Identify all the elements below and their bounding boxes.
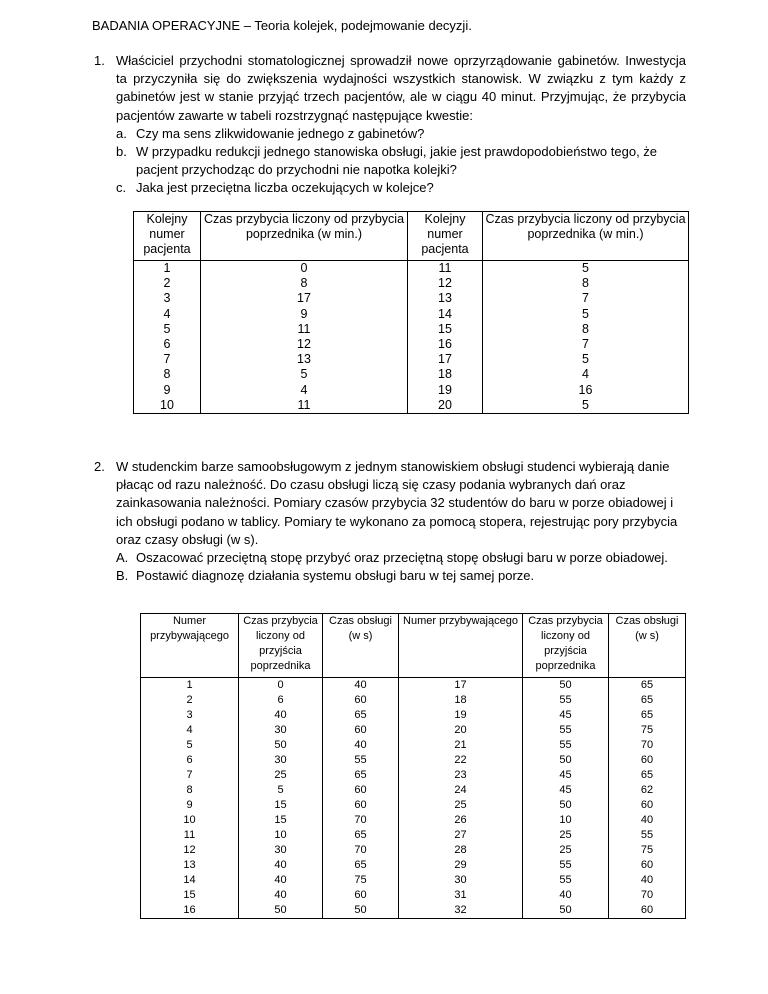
question-text: W przypadku redukcji jednego stanowiska obsługi, jakie jest prawdopodobieństwo tego, że pacjent przychodząc do przychodni nie napotka kolejki? bbox=[136, 144, 658, 178]
student-number: 13 bbox=[183, 859, 196, 871]
arrival-times-cell bbox=[201, 261, 408, 414]
service-time: 62 bbox=[640, 784, 654, 796]
service-time: 65 bbox=[640, 769, 654, 781]
arrival-time: 0 bbox=[277, 679, 284, 691]
task-2-paragraph: W studenckim barze samoobsługowym z jednym stanowiskiem obsługi studenci wybierają danie płacąc od razu należność. Do czasu obsługi liczą się czasy podania wybranych dań oraz zainkasowania należności. Pomiary czasów przybycia 32 studentów do baru w porze obiadowej i ich obsługi podano w tablicy. Pomiary te wykonano za pomocą stopera, rejestrując pory przybycia oraz czasy obsługi (w s). bbox=[116, 459, 678, 547]
student-number: 20 bbox=[454, 724, 467, 736]
arrival-time: 8 bbox=[582, 321, 589, 336]
student-number: 18 bbox=[454, 694, 467, 706]
arrival-time: 45 bbox=[559, 709, 572, 721]
service-time: 70 bbox=[640, 889, 654, 901]
column-header: Czas obsługi (w s) bbox=[323, 614, 399, 678]
arrival-time: 30 bbox=[274, 754, 287, 766]
arrival-time: 15 bbox=[274, 814, 287, 826]
arrival-time: 55 bbox=[559, 694, 572, 706]
arrival-times-cell bbox=[239, 678, 323, 919]
service-time: 65 bbox=[354, 859, 367, 871]
student-number: 12 bbox=[183, 844, 196, 856]
service-time: 60 bbox=[354, 694, 367, 706]
service-time: 60 bbox=[640, 799, 654, 811]
patient-ids-cell bbox=[134, 261, 201, 414]
student-number: 24 bbox=[454, 784, 467, 796]
arrival-time: 45 bbox=[559, 769, 572, 781]
patient-number: 3 bbox=[163, 291, 171, 306]
question-label: c. bbox=[116, 180, 127, 196]
column-header: Kolejny numer pacjenta bbox=[408, 212, 483, 261]
student-number: 32 bbox=[454, 904, 467, 916]
column-header: Czas przybycia liczony od przyjścia poprzednika bbox=[239, 614, 323, 678]
student-number: 25 bbox=[454, 799, 467, 811]
student-number: 28 bbox=[454, 844, 467, 856]
arrival-time: 16 bbox=[578, 382, 593, 397]
student-number: 4 bbox=[186, 724, 193, 736]
service-time: 65 bbox=[640, 679, 654, 691]
patient-number: 13 bbox=[438, 291, 452, 306]
service-time: 50 bbox=[354, 904, 367, 916]
arrival-time: 10 bbox=[559, 814, 572, 826]
student-number: 27 bbox=[454, 829, 467, 841]
arrival-time: 0 bbox=[300, 261, 308, 275]
arrival-time: 50 bbox=[274, 739, 287, 751]
arrival-time: 7 bbox=[582, 291, 589, 306]
student-number: 6 bbox=[186, 754, 193, 766]
arrival-time: 50 bbox=[274, 904, 287, 916]
service-time: 40 bbox=[354, 739, 367, 751]
arrival-time: 12 bbox=[297, 337, 311, 352]
patient-number: 5 bbox=[163, 321, 171, 336]
patient-number: 19 bbox=[438, 382, 452, 397]
column-header: Czas przybycia liczony od przyjścia poprzednika bbox=[523, 614, 609, 678]
service-time: 75 bbox=[354, 874, 367, 886]
service-time: 55 bbox=[640, 829, 654, 841]
service-times-cell bbox=[323, 678, 399, 919]
service-time: 60 bbox=[640, 904, 654, 916]
bar-service-table bbox=[140, 613, 686, 919]
question-label: A. bbox=[116, 550, 129, 566]
student-number: 29 bbox=[454, 859, 467, 871]
student-number: 26 bbox=[454, 814, 467, 826]
service-time: 40 bbox=[640, 874, 654, 886]
student-number: 7 bbox=[186, 769, 193, 781]
arrival-time: 55 bbox=[559, 724, 572, 736]
task-1-paragraph: Właściciel przychodni stomatologicznej sprowadził nowe oprzyrządowanie gabinetów. Inwestycja ta przyczyniła się do zwiększenia wydajności wszystkich stanowisk. W związku z tym każdy z gabinetów jest w stanie przyjąć trzech pacjentów, ale w ciągu 40 minut. Przyjmując, że przybycia pacjentów zawarte w tabeli rozstrzygnąć następujące kwestie: bbox=[116, 53, 686, 123]
table-header-row bbox=[134, 212, 689, 261]
student-number: 8 bbox=[186, 784, 193, 796]
service-time: 60 bbox=[640, 859, 654, 871]
service-time: 65 bbox=[354, 829, 367, 841]
column-header: Numer przybywającego bbox=[141, 614, 239, 678]
patient-number: 10 bbox=[160, 397, 174, 412]
student-number: 22 bbox=[454, 754, 467, 766]
patient-number: 20 bbox=[438, 397, 452, 412]
arrival-time: 11 bbox=[297, 321, 311, 336]
service-time: 60 bbox=[354, 724, 367, 736]
arrival-time: 5 bbox=[582, 352, 589, 367]
arrival-time: 5 bbox=[300, 367, 308, 382]
task-1-question-b bbox=[116, 143, 686, 179]
arrival-time: 7 bbox=[582, 337, 589, 352]
service-time: 65 bbox=[354, 769, 367, 781]
service-time: 60 bbox=[640, 754, 654, 766]
arrival-time: 5 bbox=[582, 261, 589, 275]
task-1-question-a bbox=[116, 125, 686, 143]
patient-number: 18 bbox=[438, 367, 452, 382]
patient-arrival-table bbox=[133, 211, 689, 414]
student-ids-cell bbox=[141, 678, 239, 919]
arrival-time: 40 bbox=[274, 889, 287, 901]
arrival-time: 45 bbox=[559, 784, 572, 796]
patient-number: 17 bbox=[438, 352, 452, 367]
arrival-time: 11 bbox=[297, 397, 311, 412]
arrival-times-cell bbox=[523, 678, 609, 919]
student-number: 23 bbox=[454, 769, 467, 781]
patient-number: 9 bbox=[163, 382, 171, 397]
arrival-time: 8 bbox=[582, 276, 589, 291]
service-time: 60 bbox=[354, 799, 367, 811]
question-label: B. bbox=[116, 568, 129, 584]
arrival-time: 15 bbox=[274, 799, 287, 811]
student-number: 1 bbox=[186, 679, 193, 691]
student-ids-cell bbox=[399, 678, 523, 919]
arrival-time: 40 bbox=[559, 889, 572, 901]
student-number: 30 bbox=[454, 874, 467, 886]
patient-ids-cell bbox=[408, 261, 483, 414]
patient-number: 12 bbox=[438, 276, 452, 291]
column-header: Czas przybycia liczony od przybycia poprzednika (w min.) bbox=[201, 212, 408, 261]
task-2 bbox=[94, 458, 686, 585]
arrival-time: 55 bbox=[559, 874, 572, 886]
table-header-row bbox=[141, 614, 686, 678]
task-2-question-b bbox=[116, 567, 686, 585]
service-time: 60 bbox=[354, 889, 367, 901]
document-header: BADANIA OPERACYJNE – Teoria kolejek, podejmowanie decyzji. bbox=[92, 18, 472, 33]
service-time: 65 bbox=[354, 709, 367, 721]
column-header: Numer przybywającego bbox=[399, 614, 523, 678]
arrival-time: 10 bbox=[274, 829, 287, 841]
student-number: 3 bbox=[186, 709, 193, 721]
arrival-times-cell bbox=[483, 261, 689, 414]
arrival-time: 25 bbox=[559, 829, 572, 841]
service-time: 65 bbox=[640, 694, 654, 706]
arrival-time: 40 bbox=[274, 859, 287, 871]
task-1-question-c bbox=[116, 179, 686, 197]
service-time: 60 bbox=[354, 784, 367, 796]
question-text: Czy ma sens zlikwidowanie jednego z gabinetów? bbox=[136, 125, 425, 141]
patient-number: 2 bbox=[163, 276, 171, 291]
task-1-number: 1. bbox=[94, 53, 105, 68]
service-times-cell bbox=[609, 678, 686, 919]
question-label: a. bbox=[116, 125, 127, 141]
arrival-time: 4 bbox=[300, 382, 308, 397]
arrival-time: 50 bbox=[559, 754, 572, 766]
service-time: 55 bbox=[354, 754, 367, 766]
service-time: 70 bbox=[354, 814, 367, 826]
student-number: 11 bbox=[183, 829, 196, 841]
arrival-time: 55 bbox=[559, 739, 572, 751]
arrival-time: 5 bbox=[582, 397, 589, 412]
question-text: Jaka jest przeciętna liczba oczekujących w kolejce? bbox=[136, 180, 434, 196]
student-number: 9 bbox=[186, 799, 193, 811]
service-time: 40 bbox=[640, 814, 654, 826]
student-number: 14 bbox=[183, 874, 196, 886]
patient-number: 6 bbox=[163, 337, 171, 352]
column-header: Kolejny numer pacjenta bbox=[134, 212, 201, 261]
arrival-time: 8 bbox=[300, 276, 308, 291]
patient-number: 8 bbox=[163, 367, 171, 382]
arrival-time: 50 bbox=[559, 799, 572, 811]
arrival-time: 50 bbox=[559, 679, 572, 691]
table-data-row bbox=[141, 678, 686, 919]
arrival-time: 9 bbox=[300, 306, 308, 321]
task-1 bbox=[94, 52, 686, 198]
arrival-time: 25 bbox=[274, 769, 287, 781]
service-time: 70 bbox=[354, 844, 367, 856]
task-2-question-a bbox=[116, 549, 686, 567]
student-number: 21 bbox=[454, 739, 467, 751]
service-time: 75 bbox=[640, 724, 654, 736]
arrival-time: 17 bbox=[297, 291, 311, 306]
task-2-number: 2. bbox=[94, 459, 105, 474]
patient-number: 16 bbox=[438, 337, 452, 352]
arrival-time: 40 bbox=[274, 874, 287, 886]
question-text: Postawić diagnozę działania systemu obsługi baru w tej samej porze. bbox=[136, 568, 535, 584]
student-number: 17 bbox=[454, 679, 467, 691]
patient-number: 15 bbox=[438, 321, 452, 336]
table-data-row bbox=[134, 261, 689, 414]
service-time: 40 bbox=[354, 679, 367, 691]
arrival-time: 30 bbox=[274, 844, 287, 856]
student-number: 31 bbox=[454, 889, 467, 901]
question-text: Oszacować przeciętną stopę przybyć oraz przeciętną stopę obsługi baru w porze obiadowej. bbox=[136, 550, 668, 566]
arrival-time: 6 bbox=[277, 694, 284, 706]
student-number: 16 bbox=[183, 904, 196, 916]
question-label: b. bbox=[116, 144, 127, 160]
arrival-time: 5 bbox=[277, 784, 284, 796]
student-number: 5 bbox=[186, 739, 193, 751]
patient-number: 1 bbox=[163, 261, 171, 275]
student-number: 10 bbox=[183, 814, 196, 826]
service-time: 70 bbox=[640, 739, 654, 751]
arrival-time: 50 bbox=[559, 904, 572, 916]
student-number: 2 bbox=[186, 694, 193, 706]
student-number: 19 bbox=[454, 709, 467, 721]
arrival-time: 25 bbox=[559, 844, 572, 856]
patient-number: 11 bbox=[438, 261, 452, 275]
arrival-time: 55 bbox=[559, 859, 572, 871]
patient-number: 7 bbox=[163, 352, 171, 367]
service-time: 75 bbox=[640, 844, 654, 856]
arrival-time: 4 bbox=[582, 367, 589, 382]
column-header: Czas przybycia liczony od przybycia poprzednika (w min.) bbox=[483, 212, 689, 261]
student-number: 15 bbox=[183, 889, 196, 901]
arrival-time: 30 bbox=[274, 724, 287, 736]
arrival-time: 5 bbox=[582, 306, 589, 321]
column-header: Czas obsługi (w s) bbox=[609, 614, 686, 678]
patient-number: 14 bbox=[438, 306, 452, 321]
arrival-time: 13 bbox=[297, 352, 311, 367]
arrival-time: 40 bbox=[274, 709, 287, 721]
service-time: 65 bbox=[640, 709, 654, 721]
patient-number: 4 bbox=[163, 306, 171, 321]
